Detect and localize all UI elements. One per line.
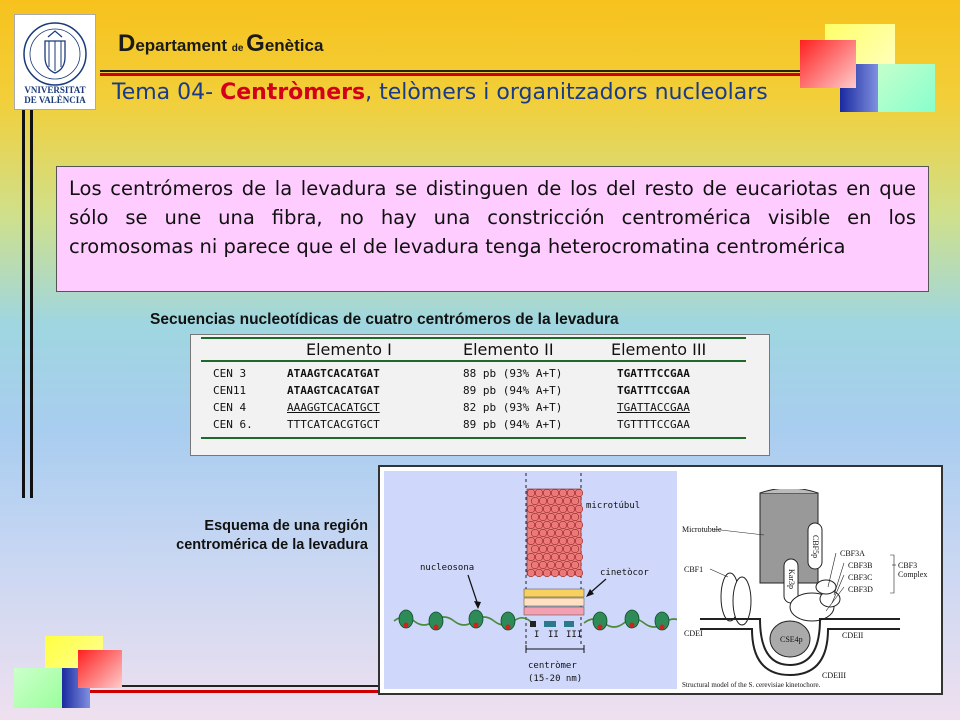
row-element-3: TGATTTCCGAA (617, 367, 690, 380)
department-title: Departament de Genètica (118, 30, 324, 57)
row-element-2: 89 pb (94% A+T) (463, 418, 563, 431)
page-title: Tema 04- Centròmers, telòmers i organitzadors nucleolars (112, 80, 768, 105)
tubulin-bead (559, 505, 567, 513)
label-centromere-size: (15-20 nm) (528, 674, 583, 684)
tubulin-bead (543, 521, 551, 529)
tubulin-bead (555, 497, 563, 505)
diagram-label-kar3p: Kar3p (787, 569, 796, 589)
diagram-caption: Structural model of the S. cerevisiae kinetochore. (682, 681, 821, 689)
tubulin-bead (547, 545, 555, 553)
tubulin-bead (575, 521, 583, 529)
scheme-caption: Esquema de una región centromérica de la levadura (176, 518, 368, 553)
tubulin-bead (543, 537, 551, 545)
tubulin-bead (527, 537, 535, 545)
tubulin-bead (535, 569, 543, 577)
university-logo (14, 14, 96, 110)
tubulin-bead (567, 521, 575, 529)
tubulin-bead (539, 513, 547, 521)
tubulin-bead (575, 553, 583, 561)
row-element-1: AAAGGTCACATGCT (287, 401, 380, 414)
tubulin-bead (551, 553, 559, 561)
tubulin-bead (559, 537, 567, 545)
tubulin-bead (567, 489, 575, 497)
column-header-element-3: Elemento III (611, 340, 707, 359)
diagram-label-cdeiii: CDEIII (822, 671, 846, 680)
tubulin-bead (551, 505, 559, 513)
tubulin-bead (571, 545, 579, 553)
tubulin-bead (527, 521, 535, 529)
tubulin-bead (551, 521, 559, 529)
tubulin-bead (531, 513, 539, 521)
tubulin-bead (535, 537, 543, 545)
tubulin-bead (527, 569, 535, 577)
tubulin-bead (575, 505, 583, 513)
header-rule-red (100, 73, 920, 76)
tubulin-bead (535, 489, 543, 497)
tubulin-bead (547, 497, 555, 505)
tubulin-bead (555, 561, 563, 569)
row-name: CEN 6. (213, 418, 253, 431)
label-kinetochore: cinetòcor (600, 568, 649, 578)
row-element-2: 88 pb (93% A+T) (463, 367, 563, 380)
sequences-title: Secuencias nucleotídicas de cuatro centrómeros de la levadura (150, 311, 619, 328)
tubulin-bead (567, 537, 575, 545)
tubulin-bead (543, 489, 551, 497)
tubulin-bead (563, 545, 571, 553)
tubulin-bead (571, 513, 579, 521)
tubulin-bead (527, 553, 535, 561)
tubulin-bead (535, 521, 543, 529)
tubulin-bead (559, 489, 567, 497)
label-centromere: centròmer (528, 661, 577, 671)
tubulin-bead (575, 537, 583, 545)
tubulin-bead (543, 569, 551, 577)
row-element-3: TGTTTTCCGAA (617, 418, 690, 431)
tubulin-bead (539, 497, 547, 505)
tubulin-bead (559, 521, 567, 529)
row-name: CEN 3 (213, 367, 247, 380)
centromere-figure (378, 465, 943, 695)
tubulin-bead (555, 545, 563, 553)
deco-square-green-bottom (14, 668, 64, 708)
tubulin-bead (563, 529, 571, 537)
tubulin-bead (543, 505, 551, 513)
tubulin-bead (543, 553, 551, 561)
row-name: CEN11 (213, 384, 247, 397)
tubulin-bead (555, 513, 563, 521)
kinetochore-model (680, 489, 938, 689)
tubulin-bead (547, 513, 555, 521)
column-header-element-2: Elemento II (463, 340, 554, 359)
tubulin-bead (559, 569, 567, 577)
tubulin-bead (551, 489, 559, 497)
seal-icon (15, 19, 95, 89)
tubulin-bead (551, 537, 559, 545)
left-rule-2 (30, 70, 33, 498)
centromere-schematic (384, 471, 677, 689)
tubulin-bead (559, 553, 567, 561)
tubulin-bead (563, 513, 571, 521)
table-rule-header (201, 360, 746, 362)
table-rule-bottom (201, 437, 746, 439)
label-nucleosome: nucleosona (420, 563, 475, 573)
tubulin-bead (539, 529, 547, 537)
tubulin-bead (575, 569, 583, 577)
tubulin-bead (527, 489, 535, 497)
column-header-element-1: Elemento I (306, 340, 392, 359)
tubulin-bead (567, 553, 575, 561)
left-rule-1 (22, 70, 25, 498)
tubulin-bead (539, 561, 547, 569)
tubulin-bead (571, 497, 579, 505)
diagram-label-complex: Complex (898, 570, 928, 579)
table-rule-top (201, 337, 746, 339)
tubulin-bead (535, 505, 543, 513)
diagram-label-cdeii: CDEII (842, 631, 864, 640)
tubulin-bead (555, 529, 563, 537)
row-element-2: 82 pb (93% A+T) (463, 401, 563, 414)
row-element-3: TGATTACCGAA (617, 401, 690, 414)
diagram-label-cbf1: CBF1 (684, 565, 704, 574)
row-name: CEN 4 (213, 401, 247, 414)
tubulin-bead (563, 497, 571, 505)
tubulin-bead (567, 569, 575, 577)
diagram-label-cbf3d: CBF3D (848, 585, 873, 594)
diagram-label-microtubule: Microtubule (682, 525, 722, 534)
tubulin-bead (575, 489, 583, 497)
diagram-label-cbf3c: CBF3C (848, 573, 873, 582)
diagram-label-cdei: CDEI (684, 629, 703, 638)
row-element-2: 89 pb (94% A+T) (463, 384, 563, 397)
diagram-label-cbf3: CBF3 (898, 561, 918, 570)
tubulin-bead (539, 545, 547, 553)
tubulin-bead (571, 561, 579, 569)
row-element-3: TGATTTCCGAA (617, 384, 690, 397)
label-element-3: III (566, 630, 583, 640)
deco-square-red-bottom (78, 650, 122, 688)
diagram-label-cse4p: CSE4p (780, 635, 803, 644)
tubulin-bead (535, 553, 543, 561)
tubulin-bead (531, 545, 539, 553)
tubulin-bead (547, 529, 555, 537)
tubulin-bead (567, 505, 575, 513)
sequence-table (190, 334, 770, 456)
header-rule-dark (100, 70, 920, 72)
row-element-1: ATAAGTCACATGAT (287, 367, 380, 380)
diagram-label-cbf3a: CBF3A (840, 549, 865, 558)
tubulin-bead (551, 569, 559, 577)
row-element-1: TTTCATCACGTGCT (287, 418, 380, 431)
logo-text: VNIVERSITAT DE VALÈNCIA (24, 85, 86, 105)
diagram-label-cbf5p: CBF5p (811, 535, 820, 559)
label-element-2: II (548, 630, 559, 640)
kinetochore-model-drawing (680, 489, 938, 689)
label-element-1: I (534, 630, 540, 640)
tubulin-bead (547, 561, 555, 569)
tubulin-bead (563, 561, 571, 569)
tubulin-bead (531, 529, 539, 537)
intro-text-box: Los centrómeros de la levadura se distinguen de los del resto de eucariotas en que sólo se une una fibra, no hay una constricción centromérica visible en los cromosomas ni parece que el de levadura tenga heterocromatina centromérica (56, 166, 929, 292)
row-element-1: ATAAGTCACATGAT (287, 384, 380, 397)
diagram-label-cbf3b: CBF3B (848, 561, 873, 570)
tubulin-bead (531, 561, 539, 569)
tubulin-bead (571, 529, 579, 537)
tubulin-bead (527, 505, 535, 513)
tubulin-bead (531, 497, 539, 505)
label-microtubule: microtúbul (586, 501, 641, 511)
